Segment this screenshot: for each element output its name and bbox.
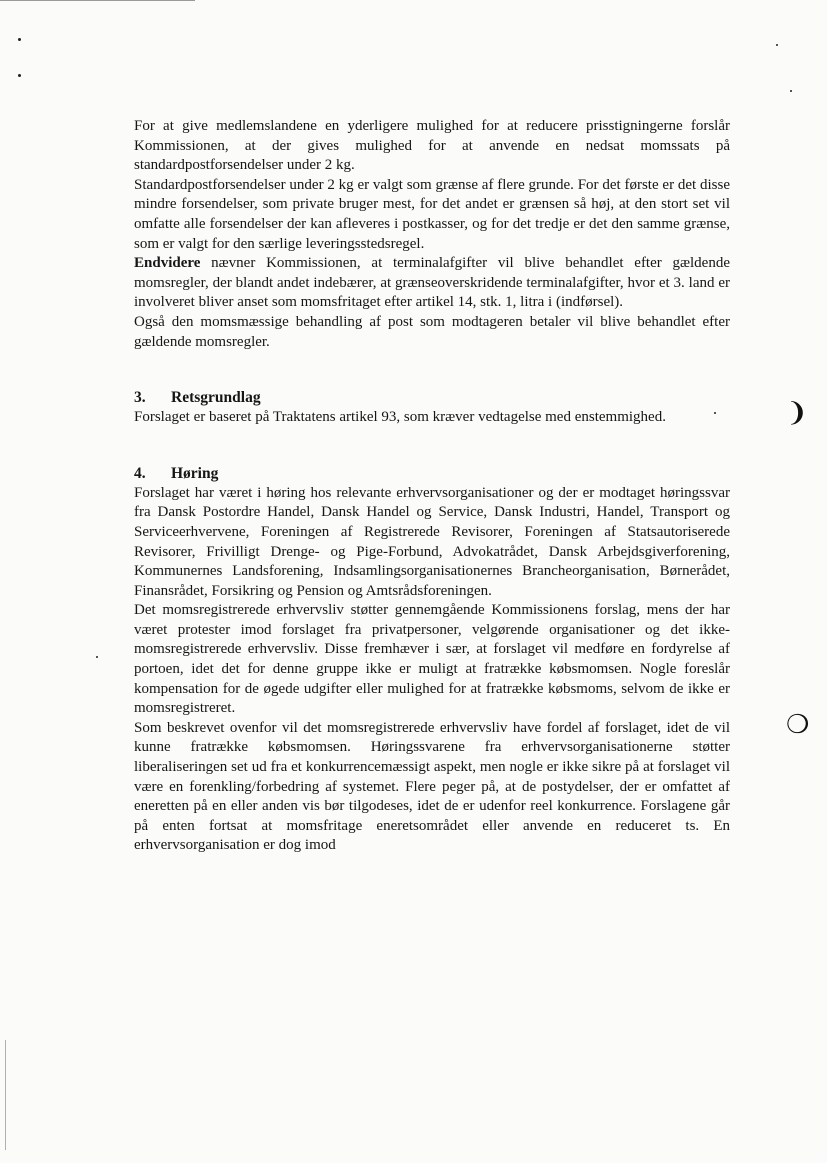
scan-edge-line: [0, 0, 195, 1]
section-heading-retsgrundlag: [134, 388, 730, 408]
paragraph-lead-word: Endvidere: [134, 255, 201, 272]
section-number: 3.: [134, 389, 146, 407]
punch-hole-mark-icon: ❩: [786, 398, 808, 428]
section-heading-hoering: [134, 464, 730, 484]
section-title: Retsgrundlag: [171, 389, 261, 407]
paragraph-consultation: Forslaget har været i høring hos relevante erhvervsorganisationer og der er modtaget høringssvar fra Dansk Postordre Handel, Dansk Handel og Service, Dansk Industri, Handel, Transport og Serviceerhvervene, Foreningen af Registrerede Revisorer, Foreningen af Statsautoriserede Revisorer, Frivilligt Drenge- og Pige-Forbund, Advokatrådet, Dansk Arbejdsgiverforening, Kommunernes Landsforening, Indsamlingsorganisationernes Brancheorganisation, Børnerådet, Finansrådet, Forsikring og Pension og Amtsrådsforeningen.: [134, 484, 730, 599]
paragraph-business-support: Det momsregistrerede erhvervsliv støtter gennemgående Kommissionens forslag, mens der har været protester imod forslaget fra privatpersoner, velgørende organisationer og det ikke-momsregistrerede erhvervsliv. Disse fremhæver i sær, at forslaget vil medføre en fordyrelse af portoen, idet det for denne gruppe ikke er muligt at fratrække købsmomsen. Nogle foreslår kompensation for de øgede udgifter eller mulighed for at fratrække købsmoms, selvom de ikke er momsregistreret.: [134, 602, 730, 717]
section-number: 4.: [134, 464, 146, 482]
paragraph-terminal-fees: [134, 254, 730, 313]
scan-speck: [18, 38, 21, 41]
scan-speck: [776, 44, 778, 46]
paragraph-text: nævner Kommissionen, at terminalafgifter vil blive behandlet efter gældende momsregler, der blandt andet indebærer, at grænseoverskridende terminalafgifter, hvor et 3. land er involveret bliver anset som momsfritaget efter artikel 14, stk. 1, litra i (indførsel).: [134, 255, 730, 311]
paragraph-organisations: Som beskrevet ovenfor vil det momsregistrerede erhvervsliv have fordel af forslaget, idet de vil kunne fratrække købsmomsen. Høringssvarene fra erhvervsorganisationerne støtter liberaliseringen set ud fra et konkurrencemæssigt aspekt, men nogle er ikke sikre på at forslaget vil være en forenkling/forbedring af systemet. Flere peger på, at de postydelser, der er omfattet af eneretten på en eller anden vis bør tilgodeses, idet de er udenfor reel konkurrence. Forslagene går på enten fortsat at momsfritage eneretsområdet eller anvende en reduceret ts. En erhvervsorganisation er dog imod: [134, 719, 730, 854]
paragraph-legal-basis: Forslaget er baseret på Traktatens artikel 93, som kræver vedtagelse med enstemmighed.: [134, 409, 666, 426]
document-body: [134, 117, 730, 856]
scan-speck: [18, 74, 21, 77]
scan-edge-line-left: [5, 1040, 6, 1150]
scan-speck: [96, 656, 98, 658]
section-title: Høring: [171, 464, 219, 482]
paragraph-recipient-pays: Også den momsmæssige behandling af post som modtageren betaler vil blive behandlet efter gældende momsregler.: [134, 313, 730, 350]
paragraph-threshold: Standardpostforsendelser under 2 kg er valgt som grænse af flere grunde. For det første er det disse mindre forsendelser, som private bruger mest, for det andet er grænsen så høj, at den stort set vil omfatte alle forsendelser der kan afleveres i postkasser, og for det tredje er det den samme grænse, som er valgt for den særlige leveringsstedsregel.: [134, 176, 730, 252]
scan-speck: [790, 90, 792, 92]
punch-hole-mark-icon: ❍: [786, 710, 810, 740]
paragraph-reduced-rate: For at give medlemslandene en yderligere mulighed for at reducere prisstigningerne forslår Kommissionen, at der gives mulighed for at anvende en nedsat momssats på standardpostforsendelser under 2 kg.: [134, 118, 730, 174]
